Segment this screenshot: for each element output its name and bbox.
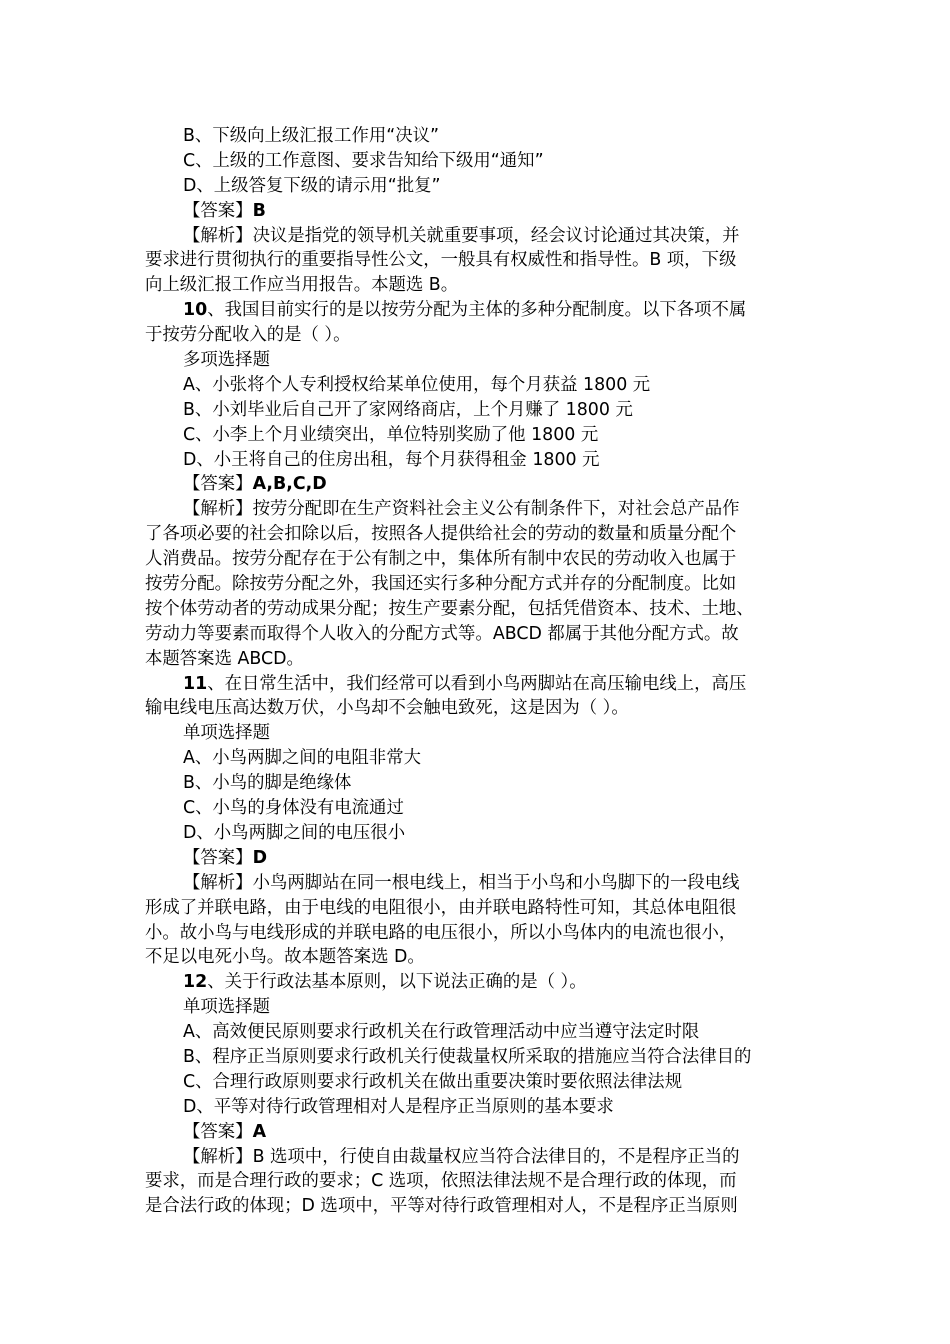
q10-number: 10 xyxy=(183,300,208,321)
q11-analysis-line: 不足以电死小鸟。故本题答案选 D。 xyxy=(145,947,425,968)
q9-answer xyxy=(145,199,825,224)
q10-analysis-line: 本题答案选 ABCD。 xyxy=(145,648,304,669)
q11-option-c: C、小鸟的身体没有电流通过 xyxy=(183,798,404,819)
q12-option-b: B、程序正当原则要求行政机关行使裁量权所采取的措施应当符合法律目的 xyxy=(183,1046,752,1067)
q11-option-b: B、小鸟的脚是绝缘体 xyxy=(183,773,352,794)
q9-answer-value: B xyxy=(252,200,266,221)
q12-answer-label: 【答案】 xyxy=(183,1121,253,1142)
q12-option-c: C、合理行政原则要求行政机关在做出重要决策时要依照法律法规 xyxy=(183,1071,683,1092)
q9-option-d: D、上级答复下级的请示用“批复” xyxy=(183,175,441,196)
q12-answer-value: A xyxy=(252,1121,267,1142)
q10-analysis-line: 劳动力等要素而取得个人收入的分配方式等。ABCD 都属于其他分配方式。故 xyxy=(145,623,739,644)
q10-answer-label: 【答案】 xyxy=(183,474,253,495)
q11-option-d: D、小鸟两脚之间的电压很小 xyxy=(183,822,406,843)
q9-analysis-line: 【解析】决议是指党的领导机关就重要事项，经会议讨论通过其决策，并 xyxy=(183,225,740,246)
q9-answer-label: 【答案】 xyxy=(183,200,253,221)
q11-answer xyxy=(145,846,825,871)
q11-answer-label: 【答案】 xyxy=(183,847,253,868)
q12-option-a: A、高效便民原则要求行政机关在行政管理活动中应当遵守法定时限 xyxy=(183,1022,700,1043)
q10-analysis-line: 人消费品。按劳分配存在于公有制之中，集体所有制中农民的劳动收入也属于 xyxy=(145,549,737,570)
q10-stem-line: 于按劳分配收入的是（ ）。 xyxy=(145,325,351,346)
q10-analysis-line: 【解析】按劳分配即在生产资料社会主义公有制条件下，对社会总产品作 xyxy=(183,499,740,520)
q10-type: 多项选择题 xyxy=(183,350,270,371)
q12-analysis-line: 要求，而是合理行政的要求；C 选项，依照法律法规不是合理行政的体现，而 xyxy=(145,1171,737,1192)
q11-analysis-line: 【解析】小鸟两脚站在同一根电线上，相当于小鸟和小鸟脚下的一段电线 xyxy=(183,872,740,893)
q11-stem xyxy=(145,672,825,697)
q11-analysis-line: 形成了并联电路，由于电线的电阻很小，由并联电路特性可知，其总体电阻很 xyxy=(145,897,737,918)
q10-option-d: D、小王将自己的住房出租，每个月获得租金 1800 元 xyxy=(183,449,600,470)
q11-analysis-line: 小。故小鸟与电线形成的并联电路的电压很小，所以小鸟体内的电流也很小， xyxy=(145,922,737,943)
q12-type: 单项选择题 xyxy=(183,997,270,1018)
q10-stem xyxy=(145,298,825,323)
q10-option-a: A、小张将个人专利授权给某单位使用，每个月获益 1800 元 xyxy=(183,374,651,395)
q10-answer xyxy=(145,472,825,497)
q9-option-b: B、下级向上级汇报工作用“决议” xyxy=(183,126,440,146)
q10-analysis-line: 按个体劳动者的劳动成果分配；按生产要素分配，包括凭借资本、技术、土地、 xyxy=(145,598,754,619)
q12-stem xyxy=(145,970,825,995)
q12-answer xyxy=(145,1120,825,1145)
q12-analysis-line: 是合法行政的体现；D 选项中，平等对待行政管理相对人，不是程序正当原则 xyxy=(145,1196,738,1217)
q10-option-c: C、小李上个月业绩突出，单位特别奖励了他 1800 元 xyxy=(183,424,599,445)
q10-stem-text: 、我国目前实行的是以按劳分配为主体的多种分配制度。以下各项不属 xyxy=(207,300,747,321)
q10-option-b: B、小刘毕业后自己开了家网络商店，上个月赚了 1800 元 xyxy=(183,399,633,420)
q12-number: 12 xyxy=(183,972,208,993)
q9-option-c: C、上级的工作意图、要求告知给下级用“通知” xyxy=(183,150,544,171)
q10-answer-value: A,B,C,D xyxy=(252,474,327,495)
q11-answer-value: D xyxy=(252,847,268,868)
page-content xyxy=(145,124,825,1219)
q11-stem-text: 、在日常生活中，我们经常可以看到小鸟两脚站在高压输电线上，高压 xyxy=(207,673,747,694)
q10-analysis-line: 按劳分配。除按劳分配之外，我国还实行多种分配方式并存的分配制度。比如 xyxy=(145,574,737,595)
q10-analysis-line: 了各项必要的社会扣除以后，按照各人提供给社会的劳动的数量和质量分配个 xyxy=(145,524,737,545)
q12-stem-text: 、关于行政法基本原则，以下说法正确的是（ ）。 xyxy=(207,972,587,993)
q9-analysis-line: 向上级汇报工作应当用报告。本题选 B。 xyxy=(145,275,459,296)
q12-analysis-line: 【解析】B 选项中，行使自由裁量权应当符合法律目的，不是程序正当的 xyxy=(183,1146,740,1167)
q11-stem-line: 输电线电压高达数万伏，小鸟却不会触电致死，这是因为（ ）。 xyxy=(145,698,629,719)
q12-option-d: D、平等对待行政管理相对人是程序正当原则的基本要求 xyxy=(183,1096,614,1117)
q11-number: 11 xyxy=(183,673,208,694)
q11-type: 单项选择题 xyxy=(183,723,270,744)
q11-option-a: A、小鸟两脚之间的电阻非常大 xyxy=(183,748,421,769)
q9-analysis-line: 要求进行贯彻执行的重要指导性公文，一般具有权威性和指导性。B 项，下级 xyxy=(145,250,737,271)
